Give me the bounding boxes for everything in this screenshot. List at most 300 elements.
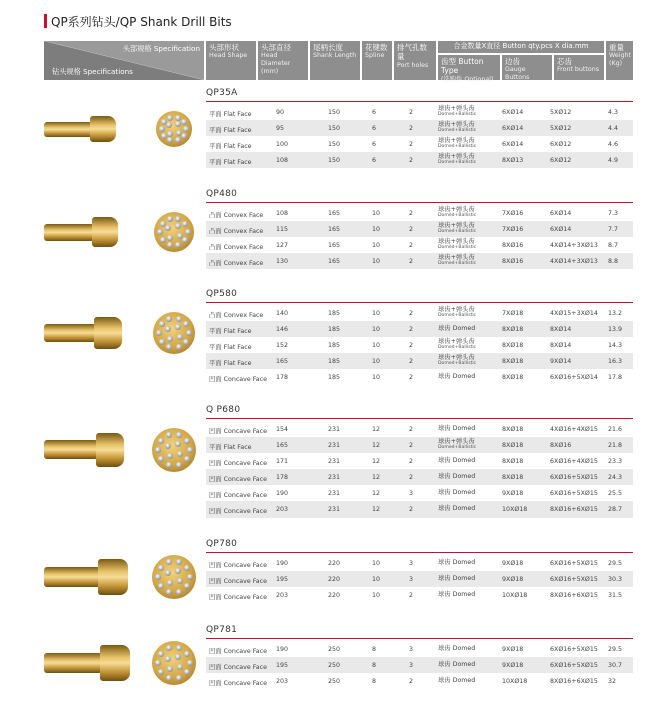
carbide-button (185, 229, 191, 235)
carbide-button (155, 660, 161, 666)
group-rows (206, 205, 633, 269)
carbide-button (183, 321, 189, 327)
carbide-button (166, 645, 172, 651)
cell-gauge-buttons: 6XØ14 (502, 109, 524, 116)
carbide-button (175, 654, 181, 660)
drill-bit-icon (44, 317, 134, 349)
cell-button-type-zh: 球齿+弹头齿 (438, 238, 475, 246)
cell-spline: 12 (372, 474, 381, 482)
group-divider (206, 552, 633, 553)
cell-port-holes: 2 (409, 474, 414, 482)
table-row (206, 136, 633, 152)
cell-spline: 10 (372, 326, 381, 334)
cell-spline: 10 (372, 374, 381, 382)
product-group (44, 189, 633, 271)
cell-button-type-en: Domed+Ballistic (438, 111, 477, 117)
cell-gauge-buttons: 9XØ18 (502, 646, 524, 653)
cell-button-type-en: Domed+Ballistic (438, 127, 477, 133)
cell-weight: 14.3 (608, 342, 623, 350)
cell-head-shape: 平面 Flat Face (209, 344, 252, 352)
cell-shank-length: 250 (328, 678, 341, 686)
cell-head-shape: 凹面 Concave Face (209, 428, 267, 435)
cell-spline: 8 (372, 662, 377, 670)
group-rows (206, 305, 633, 385)
carbide-button (177, 233, 183, 239)
cell-head-shape: 平面 Flat Face (209, 127, 252, 135)
carbide-button (175, 216, 181, 222)
cell-shank-length: 220 (328, 576, 341, 584)
product-group (44, 539, 633, 605)
cell-spline: 12 (372, 442, 381, 450)
cell-head-shape: 凹面 Concave Face (209, 476, 267, 484)
cell-gauge-buttons: 7XØ18 (502, 310, 524, 317)
cell-weight: 16.3 (608, 358, 623, 366)
cell-button-type (438, 439, 476, 450)
cell-spline: 10 (372, 592, 381, 600)
cell-shank-length: 150 (328, 109, 341, 116)
cell-head-diameter: 152 (276, 342, 289, 350)
cell-button-type (438, 255, 476, 266)
group-title: QP480 (206, 189, 238, 199)
table-row (206, 353, 633, 369)
cell-weight: 32 (608, 678, 617, 686)
carbide-button (155, 447, 161, 453)
cell-button-type-zh: 球齿+弹头齿 (438, 254, 475, 262)
cell-weight: 4.4 (608, 125, 619, 133)
drill-bit-icon (44, 217, 134, 247)
carbide-button (166, 316, 172, 322)
cell-port-holes: 2 (409, 678, 414, 686)
cell-weight: 21.8 (608, 442, 623, 450)
cell-spline: 10 (372, 358, 381, 366)
cell-spline: 6 (372, 141, 377, 149)
cell-button-type (438, 207, 476, 218)
header-shank-length (310, 41, 360, 80)
cell-head-diameter: 190 (276, 490, 289, 498)
cell-weight: 31.5 (608, 592, 623, 600)
cell-head-diameter: 203 (276, 678, 289, 686)
group-divider (206, 418, 633, 419)
cell-port-holes: 2 (409, 342, 414, 350)
cell-port-holes: 2 (409, 157, 414, 165)
cell-button-type (438, 576, 475, 583)
table-row (206, 453, 633, 469)
cell-port-holes: 2 (409, 226, 414, 234)
bit-face-icon (152, 555, 196, 599)
carbide-button (175, 441, 181, 447)
cell-button-type (438, 339, 476, 350)
cell-button-type-zh: 球齿 Domed (438, 473, 476, 481)
header-gauge-buttons-zh: 边齿 (505, 57, 520, 66)
cell-head-shape: 凹面 Concave Face (209, 460, 267, 468)
cell-front-buttons: 8XØ16+6XØ15 (550, 506, 598, 514)
header-head-shape-zh: 头部形状 (209, 43, 239, 52)
carbide-button (184, 583, 190, 589)
carbide-button (158, 583, 164, 589)
cell-gauge-buttons: 10XØ18 (502, 592, 528, 600)
cell-gauge-buttons: 8XØ18 (502, 342, 524, 350)
cell-port-holes: 3 (409, 646, 414, 653)
carbide-button (176, 344, 182, 350)
cell-button-type (438, 326, 475, 333)
cell-button-type (438, 646, 475, 653)
table-row (206, 641, 633, 657)
drill-bit-shank (44, 224, 94, 241)
cell-button-type-en: Domed+Ballistic (438, 244, 477, 250)
cell-button-type (438, 138, 476, 149)
cell-weight: 4.9 (608, 157, 619, 165)
cell-front-buttons: 8XØ16 (550, 442, 572, 450)
cell-spline: 12 (372, 426, 381, 433)
cell-head-diameter: 90 (276, 109, 285, 116)
cell-front-buttons: 8XØ14 (550, 326, 572, 334)
cell-front-buttons: 6XØ12 (550, 141, 572, 149)
table-row (206, 501, 633, 517)
cell-shank-length: 150 (328, 141, 341, 149)
carbide-button (175, 568, 181, 574)
carbide-button (167, 235, 173, 241)
cell-shank-length: 165 (328, 258, 341, 266)
cell-port-holes: 2 (409, 442, 414, 450)
carbide-button (167, 216, 173, 222)
cell-front-buttons: 8XØ16+6XØ15 (550, 678, 598, 686)
cell-shank-length: 231 (328, 474, 341, 482)
cell-weight: 8.8 (608, 258, 619, 266)
header-gauge-buttons (502, 55, 552, 80)
carbide-button (175, 137, 181, 143)
carbide-button (166, 344, 172, 350)
bit-face-icon (152, 641, 196, 685)
carbide-button (167, 115, 173, 121)
cell-head-diameter: 108 (276, 157, 289, 165)
cell-button-type-zh: 球齿 Domed (438, 661, 476, 669)
cell-spline: 10 (372, 560, 381, 567)
bit-face-icon (154, 212, 194, 252)
header-head-shape (206, 41, 256, 80)
cell-weight: 7.7 (608, 226, 619, 234)
carbide-button (158, 669, 164, 675)
carbide-button (166, 675, 172, 681)
drill-bit-shank (44, 122, 92, 137)
cell-spline: 12 (372, 490, 381, 498)
drill-bit-icon (44, 559, 134, 595)
header-head-diameter-en: Head Diameter (mm) (261, 52, 291, 76)
carbide-button (165, 443, 171, 449)
cell-head-diameter: 140 (276, 310, 289, 317)
cell-front-buttons: 6XØ14 (550, 226, 572, 234)
carbide-button (165, 570, 171, 576)
table-row (206, 571, 633, 587)
table-row (206, 337, 633, 353)
cell-button-type (438, 239, 476, 250)
cell-button-type-zh: 球齿+弹头齿 (438, 222, 475, 230)
product-group (44, 289, 633, 388)
group-title: QP35A (206, 88, 238, 98)
page-title-bar (44, 12, 232, 30)
cell-button-type-zh: 球齿 Domed (438, 505, 476, 513)
cell-button-type-zh: 球齿+弹头齿 (438, 338, 475, 346)
cell-front-buttons: 8XØ16+6XØ15 (550, 592, 598, 600)
carbide-button (166, 122, 172, 128)
cell-button-type-zh: 球齿+弹头齿 (438, 306, 475, 313)
cell-button-type (438, 223, 476, 234)
cell-head-diameter: 165 (276, 442, 289, 450)
cell-weight: 29.5 (608, 646, 623, 653)
cell-spline: 12 (372, 506, 381, 514)
group-rows (206, 555, 633, 603)
cell-head-shape: 凸面 Convex Face (209, 212, 264, 219)
cell-weight: 23.3 (608, 458, 623, 466)
title-accent-mark (44, 14, 47, 28)
carbide-button (175, 324, 181, 330)
table-row (206, 237, 633, 253)
cell-weight: 25.5 (608, 490, 623, 498)
group-divider (206, 202, 633, 203)
cell-head-diameter: 100 (276, 141, 289, 149)
cell-weight: 13.2 (608, 310, 623, 317)
cell-button-type-en: Domed+Ballistic (438, 260, 477, 266)
cell-head-diameter: 95 (276, 125, 285, 133)
carbide-button (157, 229, 163, 235)
carbide-button (176, 675, 182, 681)
carbide-button (181, 119, 187, 125)
cell-button-type-en: Domed+Ballistic (438, 212, 477, 218)
header-shank-length-zh: 尾柄长度 (313, 43, 343, 52)
cell-button-type-en: Domed+Ballistic (438, 344, 477, 350)
table-row (206, 657, 633, 673)
cell-button-type (438, 458, 475, 465)
group-rows (206, 421, 633, 518)
cell-head-shape: 平面 Flat Face (209, 159, 252, 167)
header-port-holes-zh: 排气孔数量 (397, 43, 427, 62)
header-alloy-group: 合金数量X直径 Button qty.pcs X dia.mm (438, 41, 604, 53)
header-head-shape-en: Head Shape (209, 52, 248, 60)
drill-bit-head (96, 433, 124, 467)
cell-button-type (438, 355, 476, 366)
carbide-button (165, 225, 171, 231)
cell-spline: 6 (372, 157, 377, 165)
header-spec-cell (44, 41, 204, 80)
carbide-button (155, 574, 161, 580)
cell-button-type (438, 122, 476, 133)
cell-button-type-en: Domed+Ballistic (438, 444, 477, 450)
cell-gauge-buttons: 8XØ18 (502, 458, 524, 466)
cell-gauge-buttons: 9XØ18 (502, 490, 524, 498)
carbide-button (184, 651, 190, 657)
cell-head-diameter: 154 (276, 426, 289, 433)
cell-port-holes: 2 (409, 592, 414, 600)
carbide-button (176, 432, 182, 438)
cell-button-type (438, 154, 476, 165)
cell-button-type-zh: 球齿+弹头齿 (438, 105, 475, 112)
carbide-button (165, 656, 171, 662)
carbide-button (158, 565, 164, 571)
group-title: Q P680 (206, 405, 241, 415)
cell-head-diameter: 178 (276, 474, 289, 482)
cell-button-type-zh: 球齿 Domed (438, 425, 476, 432)
cell-front-buttons: 4XØ14+3XØ13 (550, 258, 598, 266)
drill-bit-head (100, 645, 130, 681)
cell-head-diameter: 195 (276, 576, 289, 584)
cell-gauge-buttons: 8XØ18 (502, 426, 524, 433)
group-divider (206, 638, 633, 639)
carbide-button (183, 126, 189, 132)
cell-port-holes: 2 (409, 358, 414, 366)
cell-weight: 21.6 (608, 426, 623, 433)
page-title: QP系列钻头/QP Shank Drill Bits (51, 14, 232, 29)
carbide-button (176, 559, 182, 565)
cell-head-shape: 凹面 Concave Face (209, 562, 267, 569)
carbide-button (184, 565, 190, 571)
cell-port-holes: 3 (409, 662, 414, 670)
table-row (206, 485, 633, 501)
cell-gauge-buttons: 8XØ18 (502, 326, 524, 334)
product-group (44, 405, 633, 520)
cell-gauge-buttons: 8XØ18 (502, 474, 524, 482)
cell-port-holes: 2 (409, 426, 414, 433)
carbide-button (158, 438, 164, 444)
cell-gauge-buttons: 9XØ18 (502, 576, 524, 584)
cell-button-type-zh: 球齿 Domed (438, 591, 476, 599)
carbide-button (175, 223, 181, 229)
cell-port-holes: 2 (409, 125, 414, 133)
drill-bit-icon (44, 116, 134, 142)
cell-front-buttons: 6XØ16+5XØ15 (550, 646, 598, 653)
cell-head-shape: 凸面 Convex Face (209, 244, 264, 252)
cell-button-type-zh: 球齿 Domed (438, 645, 476, 652)
cell-port-holes: 2 (409, 326, 414, 334)
cell-port-holes: 2 (409, 458, 414, 466)
cell-head-shape: 凹面 Concave Face (209, 664, 267, 672)
cell-front-buttons: 5XØ12 (550, 109, 572, 116)
table-row (206, 253, 633, 269)
carbide-button (184, 456, 190, 462)
cell-gauge-buttons: 9XØ18 (502, 662, 524, 670)
cell-front-buttons: 6XØ16+5XØ14 (550, 374, 598, 382)
cell-shank-length: 220 (328, 592, 341, 600)
header-weight-en: Weight (Kg) (609, 52, 631, 68)
cell-shank-length: 165 (328, 210, 341, 217)
drill-bit-icon (44, 433, 134, 467)
carbide-button (184, 438, 190, 444)
group-rows (206, 104, 633, 168)
cell-front-buttons: 4XØ15+3XØ14 (550, 310, 598, 317)
cell-head-shape: 平面 Flat Face (209, 360, 252, 368)
cell-button-type-zh: 球齿 Domed (438, 575, 476, 583)
cell-shank-length: 185 (328, 374, 341, 382)
cell-spline: 10 (372, 342, 381, 350)
header-spline-zh: 花键数 (365, 43, 388, 52)
table-row (206, 469, 633, 485)
carbide-button (167, 453, 173, 459)
cell-spline: 10 (372, 258, 381, 266)
cell-front-buttons: 4XØ14+3XØ13 (550, 242, 598, 250)
carbide-button (176, 316, 182, 322)
cell-gauge-buttons: 8XØ18 (502, 358, 524, 366)
carbide-button (167, 336, 173, 342)
carbide-button (186, 330, 192, 336)
cell-button-type-zh: 球齿 Domed (438, 559, 476, 566)
cell-button-type-zh: 球齿+弹头齿 (438, 137, 475, 145)
carbide-button (176, 645, 182, 651)
carbide-button (177, 334, 183, 340)
cell-port-holes: 2 (409, 310, 414, 317)
header-spline-en: Spline (365, 52, 385, 60)
cell-front-buttons: 5XØ12 (550, 125, 572, 133)
cell-button-type-zh: 球齿+弹头齿 (438, 438, 475, 446)
cell-button-type (438, 560, 475, 567)
cell-button-type (438, 678, 475, 685)
bit-face-icon (156, 111, 192, 147)
header-port-holes (394, 41, 436, 80)
cell-shank-length: 150 (328, 157, 341, 165)
table-row (206, 437, 633, 453)
carbide-button (167, 137, 173, 143)
carbide-button (160, 237, 166, 243)
header-spline (362, 41, 392, 80)
drill-bit-shank (44, 567, 100, 587)
cell-head-shape: 凹面 Concave Face (209, 376, 267, 384)
carbide-button (175, 121, 181, 127)
cell-spline: 6 (372, 125, 377, 133)
table-row (206, 555, 633, 571)
cell-head-shape: 凹面 Concave Face (209, 508, 267, 516)
carbide-button (159, 126, 165, 132)
cell-spline: 10 (372, 210, 381, 217)
header-weight (606, 41, 633, 80)
cell-shank-length: 231 (328, 458, 341, 466)
cell-button-type-en: Domed+Ballistic (438, 312, 477, 318)
carbide-button (166, 589, 172, 595)
cell-front-buttons: 6XØ14 (550, 210, 572, 217)
cell-head-shape: 平面 Flat Face (209, 444, 252, 452)
cell-weight: 8.7 (608, 242, 619, 250)
table-row (206, 421, 633, 437)
cell-shank-length: 231 (328, 426, 341, 433)
cell-front-buttons: 6XØ16+5XØ15 (550, 560, 598, 567)
carbide-button (156, 330, 162, 336)
carbide-button (175, 115, 181, 121)
cell-weight: 17.8 (608, 374, 623, 382)
cell-shank-length: 231 (328, 506, 341, 514)
cell-weight: 28.7 (608, 506, 623, 514)
cell-button-type-zh: 球齿+弹头齿 (438, 206, 475, 213)
cell-spline: 10 (372, 226, 381, 234)
cell-shank-length: 150 (328, 125, 341, 133)
table-row (206, 369, 633, 385)
cell-port-holes: 2 (409, 141, 414, 149)
cell-button-type-en: Domed+Ballistic (438, 143, 477, 149)
cell-shank-length: 185 (328, 310, 341, 317)
cell-gauge-buttons: 8XØ13 (502, 157, 524, 165)
cell-shank-length: 165 (328, 242, 341, 250)
drill-bit-head (92, 217, 118, 247)
cell-head-shape: 凹面 Concave Face (209, 492, 267, 500)
group-rows (206, 641, 633, 689)
carbide-button (176, 462, 182, 468)
cell-head-shape: 凹面 Concave Face (209, 648, 267, 655)
header-front-buttons-en: Front buttons (557, 66, 599, 74)
cell-head-diameter: 165 (276, 358, 289, 366)
cell-spline: 12 (372, 458, 381, 466)
cell-shank-length: 165 (328, 226, 341, 234)
cell-front-buttons: 4XØ16+4XØ15 (550, 426, 598, 433)
drill-bit-icon (44, 645, 134, 681)
group-divider (206, 302, 633, 303)
cell-button-type-zh: 球齿 Domed (438, 457, 476, 465)
cell-shank-length: 220 (328, 560, 341, 567)
group-title: QP580 (206, 289, 238, 299)
